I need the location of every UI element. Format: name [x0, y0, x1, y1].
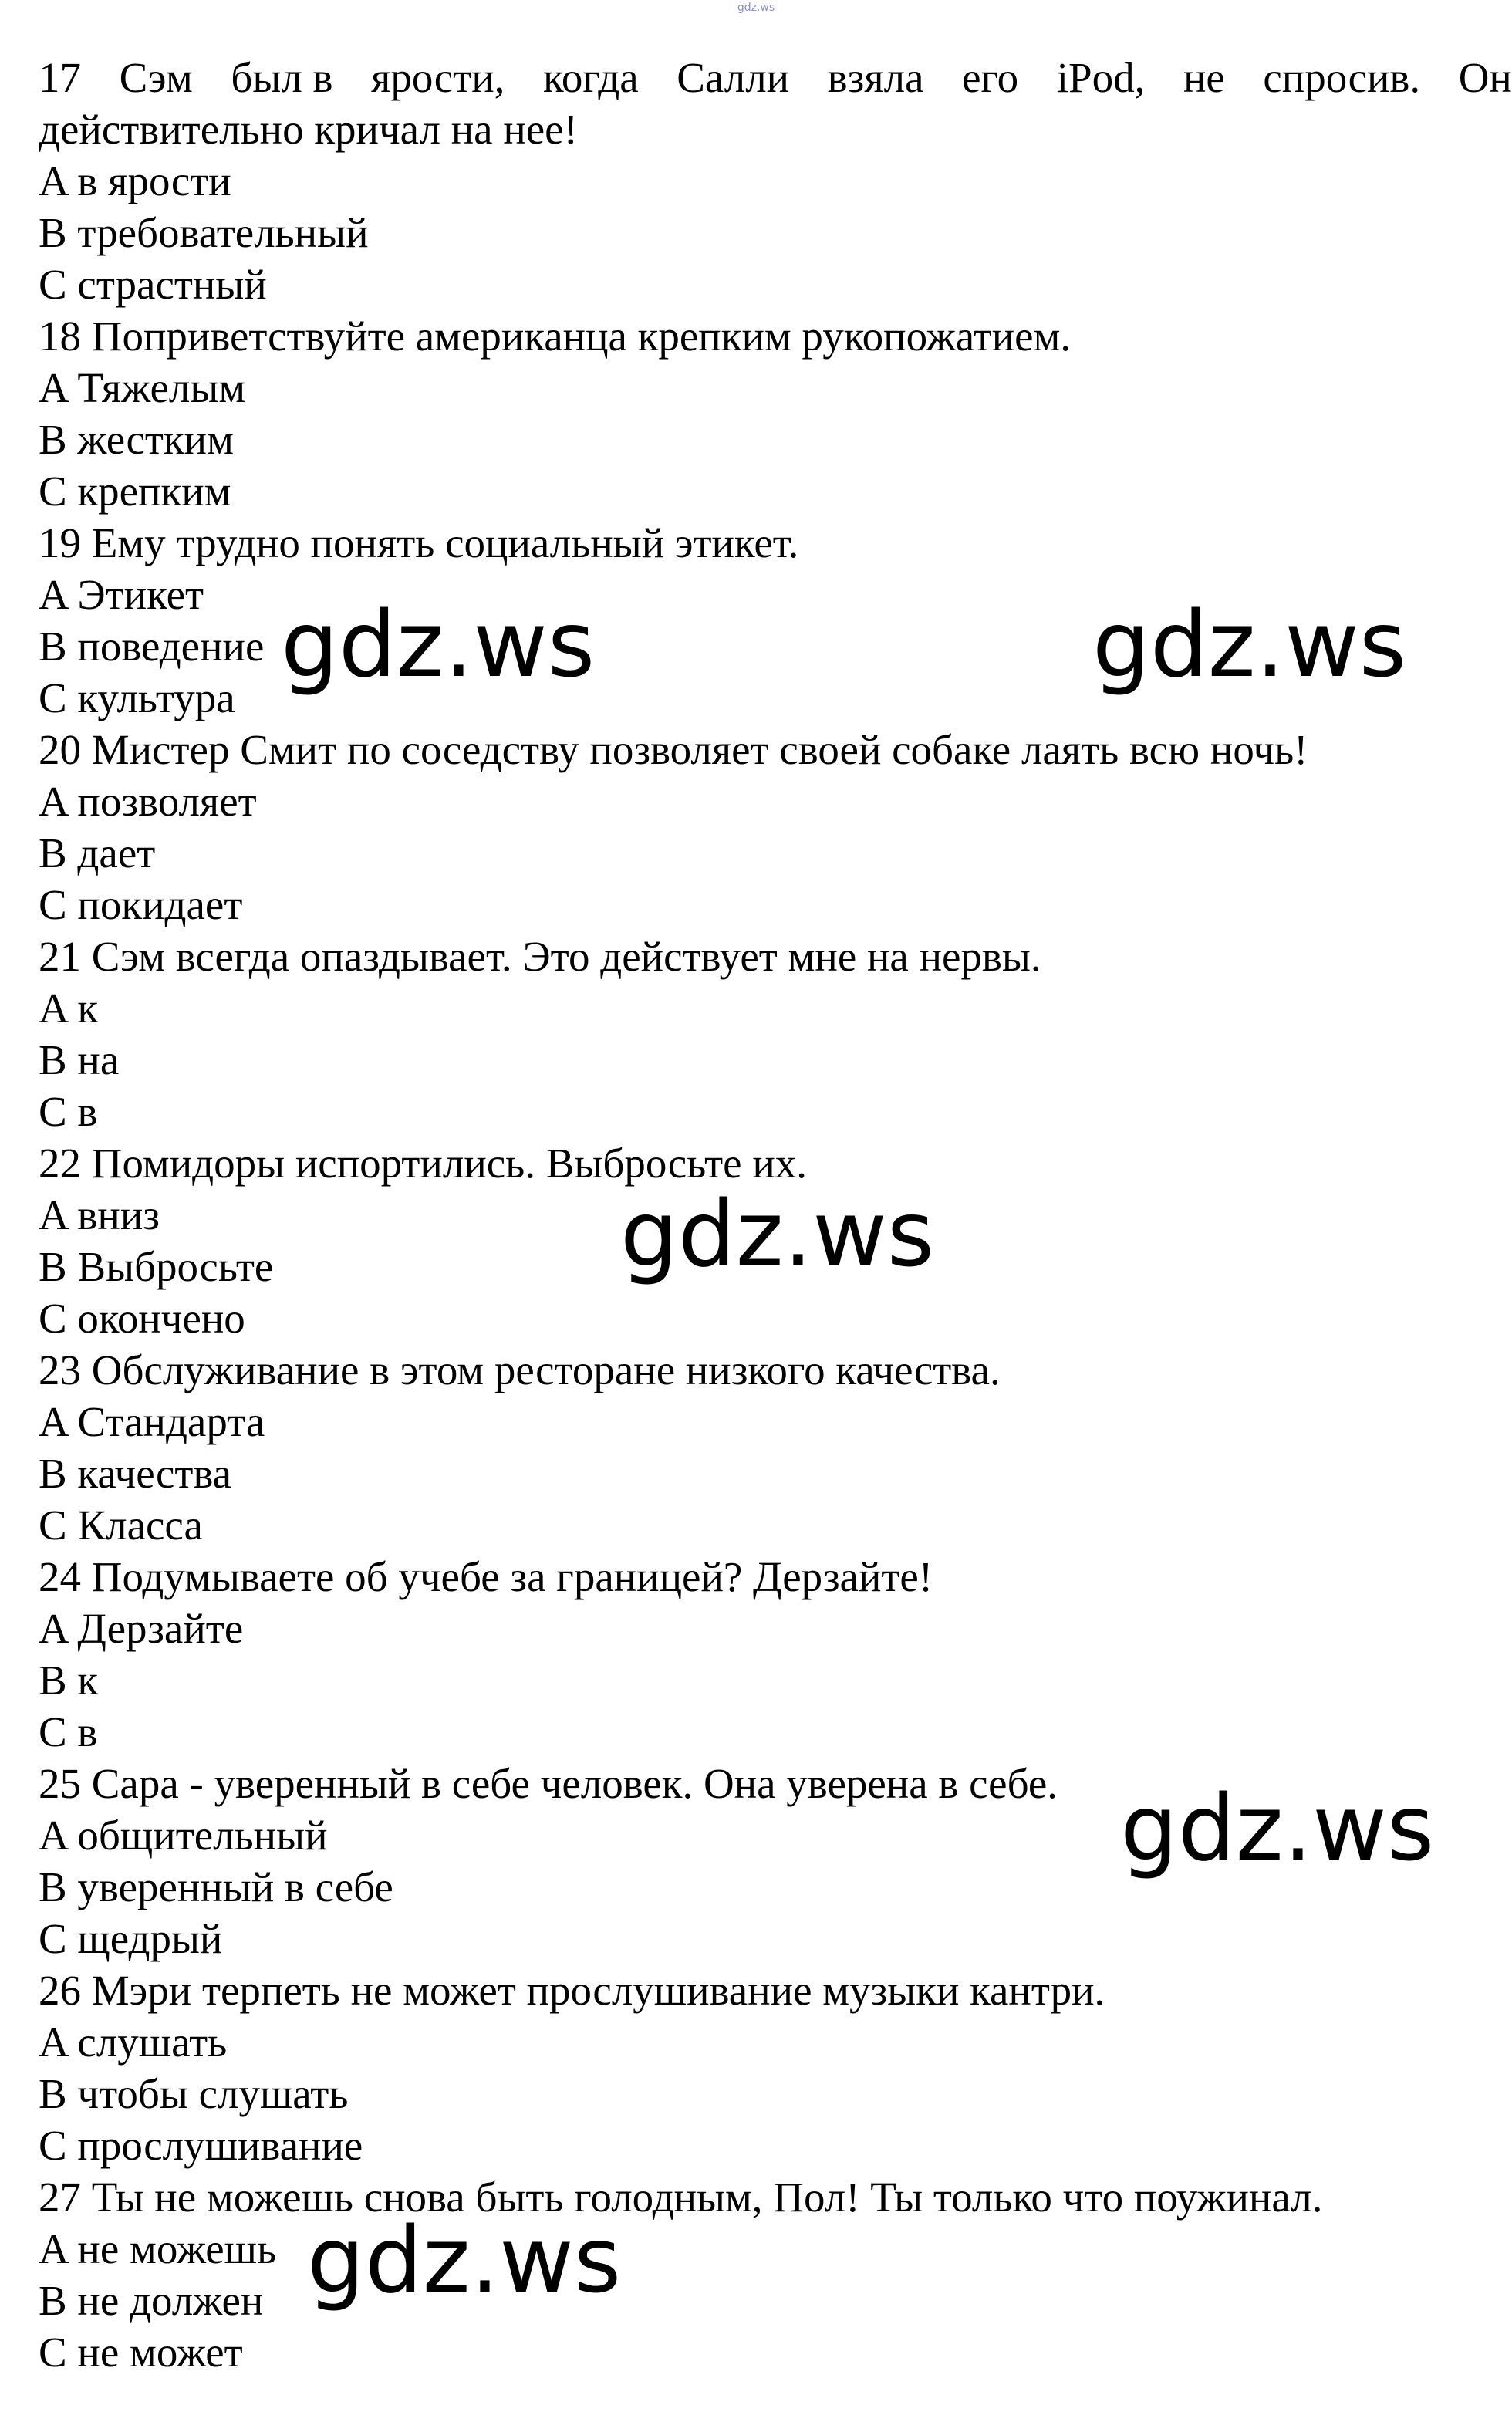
answer-option: B дает [39, 829, 156, 877]
answer-option: C окончено [39, 1295, 245, 1342]
watermark: gdz.ws [620, 1181, 935, 1287]
answer-option: B чтобы слушать [39, 2070, 349, 2117]
answer-option: A Тяжелым [39, 364, 246, 411]
answer-option: A слушать [39, 2018, 228, 2066]
answer-option: C не может [39, 2329, 243, 2376]
question-line: 21 Сэм всегда опаздывает. Это действует мне на нервы. [39, 933, 1041, 980]
answer-option: C покидает [39, 881, 243, 928]
answer-option: C крепким [39, 468, 231, 515]
answer-option: A общительный [39, 1812, 328, 1859]
answer-option: B к [39, 1657, 99, 1704]
word: спросив. [1263, 54, 1421, 101]
word: ярости, [371, 54, 505, 101]
answer-option: B жестким [39, 416, 234, 463]
question-line: 18 Поприветствуйте американца крепким рукопожатием. [39, 312, 1072, 360]
answer-option: A к [39, 985, 99, 1032]
answer-option: B требовательный [39, 209, 369, 256]
word: 17 [39, 54, 81, 101]
word: не [1183, 54, 1225, 101]
answer-option: C в [39, 1088, 98, 1135]
question-line: 25 Сара - уверенный в себе человек. Она уверена в себе. [39, 1760, 1058, 1807]
answer-option: B уверенный в себе [39, 1863, 393, 1910]
word: iPod, [1056, 54, 1146, 101]
answer-option: C страстный [39, 261, 267, 308]
answer-option: B поведение [39, 623, 265, 670]
answer-option: A Этикет [39, 571, 204, 618]
watermark: gdz.ws [1092, 591, 1407, 698]
answer-option: A не можешь [39, 2225, 277, 2272]
answer-option: A Дерзайте [39, 1605, 244, 1652]
word: Он [1458, 54, 1512, 101]
answer-option: C щедрый [39, 1915, 223, 1962]
word: его [962, 54, 1019, 101]
answer-option: C культура [39, 674, 235, 721]
answer-option: B Выбросьте [39, 1243, 274, 1290]
header-watermark: gdz.ws [737, 2, 775, 14]
question-line: 24 Подумываете об учебе за границей? Дерзайте! [39, 1553, 933, 1600]
word: когда [542, 54, 639, 101]
watermark: gdz.ws [281, 591, 596, 698]
answer-option: B не должен [39, 2277, 264, 2324]
watermark: gdz.ws [1120, 1775, 1435, 1881]
question-line: 20 Мистер Смит по соседству позволяет своей собаке лаять всю ночь! [39, 726, 1308, 773]
question-line: 22 Помидоры испортились. Выбросьте их. [39, 1140, 808, 1187]
word: был в [231, 54, 333, 101]
answer-option: C Класса [39, 1502, 203, 1549]
question-line: 27 Ты не можешь снова быть голодным, Пол! Ты только что поужинал. [39, 2174, 1323, 2221]
question-line: 23 Обслуживание в этом ресторане низкого качества. [39, 1346, 1001, 1393]
answer-option: A позволяет [39, 778, 257, 825]
answer-option: C прослушивание [39, 2122, 363, 2169]
answer-option: C в [39, 1708, 98, 1755]
question-line: 19 Ему трудно понять социальный этикет. [39, 519, 799, 566]
text-line: действительно кричал на нее! [39, 106, 578, 153]
answer-option: B на [39, 1036, 120, 1083]
answer-option: A Стандарта [39, 1398, 265, 1445]
answer-option: B качества [39, 1450, 232, 1497]
question-17-first-line [39, 52, 1512, 103]
answer-option: A в ярости [39, 157, 231, 204]
watermark: gdz.ws [307, 2207, 622, 2313]
question-line: 26 Мэри терпеть не может прослушивание музыки кантри. [39, 1967, 1105, 2014]
word: Сэм [119, 54, 193, 101]
answer-option: A вниз [39, 1191, 160, 1238]
word: Салли [677, 54, 790, 101]
word: взяла [827, 54, 924, 101]
